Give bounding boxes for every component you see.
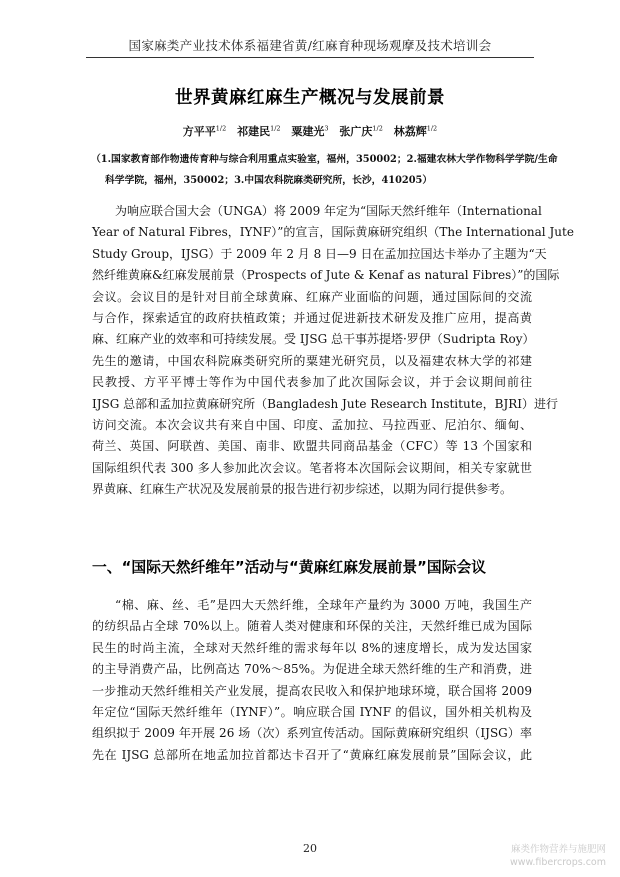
watermark-site-name: 麻类作物营养与施肥网 (510, 844, 606, 855)
author-affiliation-mark: 1/2 (270, 124, 281, 133)
author-name: 张广庆 (339, 125, 373, 138)
site-watermark (510, 843, 606, 869)
text-line: 界黄麻、红麻生产状况及发展前景的报告进行初步综述，以期为同行提供参考。 (92, 482, 513, 497)
text-line: 组织拟于 2009 年开展 26 场（次）系列宣传活动。国际黄麻研究组织（IJSG）率 (92, 726, 532, 741)
text-line: 的主导消费产品，比例高达 70%～85%。为促进全球天然纤维的生产和消费，进 (92, 662, 532, 677)
text-line: 会议。会议目的是针对目前全球黄麻、红麻产业面临的问题，通过国际间的交流 (92, 289, 532, 304)
affiliation-line: （1.国家教育部作物遗传育种与综合利用重点实验室，福州，350002；2.福建农林大学作物科学学院/生命 (91, 154, 558, 165)
section1-paragraph (92, 595, 532, 766)
watermark-url: www.fibercrops.com (509, 857, 606, 868)
author-list (0, 123, 620, 139)
affiliations (91, 149, 558, 191)
text-line: 一步推动天然纤维相关产业发展，提高农民收入和保护地球环境，联合国将 2009 (92, 683, 532, 698)
text-line: IJSG 总部和孟加拉黄麻研究所（Bangladesh Jute Research Institute，BJRI）进行 (92, 396, 559, 411)
author-affiliation-mark: 1/2 (215, 124, 227, 133)
text-line: 与合作，探索适宜的政府扶植政策；并通过促进新技术研发及推广应用，提高黄 (92, 310, 532, 325)
text-line: Year of Natural Fibres，IYNF）”的宣言，国际黄麻研究组织（The International Jute (92, 225, 574, 240)
text-line: 然纤维黄麻&红麻发展前景（Prospects of Jute & Kenaf as natural Fibres）”的国际 (92, 268, 560, 283)
text-line: 年定位“国际天然纤维年（IYNF）”。响应联合国 IYNF 的倡议，国外相关机构及 (92, 704, 532, 719)
author-affiliation-mark: 3 (324, 124, 329, 133)
author-affiliation-mark: 1/2 (372, 124, 383, 133)
author-name: 粟建光 (291, 125, 325, 138)
author-affiliation-mark: 1/2 (426, 124, 438, 133)
article-title: 世界黄麻红麻生产概况与发展前景 (175, 88, 445, 108)
section-heading: 一、“国际天然纤维年”活动与“黄麻红麻发展前景”国际会议 (92, 559, 487, 576)
text-line: 的纺织品占全球 70%以上。随着人类对健康和环保的关注，天然纤维已成为国际 (92, 619, 532, 634)
text-line: 国际组织代表 300 多人参加此次会议。笔者将本次国际会议期间，相关专家就世 (92, 460, 532, 475)
header-rule (86, 57, 534, 58)
text-line: 民教授、方平平博士等作为中国代表参加了此次国际会议，并于会议期间前往 (92, 375, 532, 390)
text-line: Study Group，IJSG）于 2009 年 2 月 8 日—9 日在孟加拉国达卡举办了主题为“天 (92, 246, 547, 261)
text-line: 先生的邀请，中国农科院麻类研究所的粟建光研究员，以及福建农林大学的祁建 (92, 353, 532, 368)
text-line: 麻、红麻产业的效率和可持续发展。受 IJSG 总干事苏提塔·罗伊（Sudripta Roy） (92, 332, 535, 347)
text-line: 荷兰、英国、阿联酋、美国、南非、欧盟共同商品基金（CFC）等 13 个国家和 (92, 439, 532, 454)
text-line: “棉、麻、丝、毛”是四大天然纤维，全球年产量约为 3000 万吨，我国生产 (115, 598, 532, 612)
intro-paragraph (92, 201, 574, 500)
text-line: 为响应联合国大会（UNGA）将 2009 年定为“国际天然纤维年（International (115, 204, 542, 218)
text-line: 民生的时尚主流，全球对天然纤维的需求每年以 8%的速度增长，成为发达国家 (92, 640, 532, 655)
author-name: 林荔辉 (393, 125, 427, 138)
author-name: 祁建民 (237, 125, 271, 138)
author-name: 方平平 (182, 125, 216, 138)
affiliation-line: 科学学院，福州，350002；3.中国农科院麻类研究所，长沙，410205） (105, 175, 433, 186)
text-line: 访问交流。本次会议共有来自中国、印度、孟加拉、马拉西亚、尼泊尔、缅甸、 (92, 417, 532, 432)
page-number: 20 (303, 842, 317, 855)
text-line: 先在 IJSG 总部所在地孟加拉首都达卡召开了“黄麻红麻发展前景”国际会议，此 (92, 747, 532, 762)
running-header: 国家麻类产业技术体系福建省黄/红麻育种现场观摩及技术培训会 (128, 38, 492, 53)
